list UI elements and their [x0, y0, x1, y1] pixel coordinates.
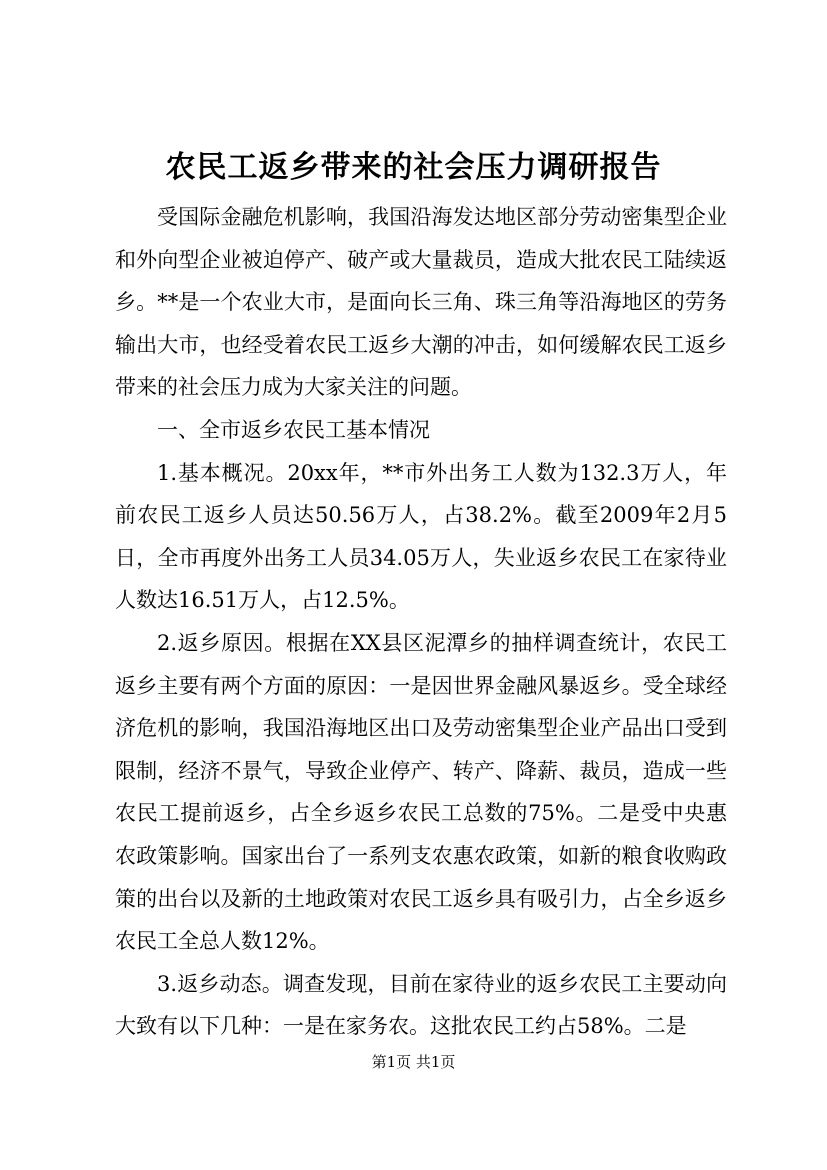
paragraph-dynamics: 3.返乡动态。调查发现，目前在家待业的返乡农民工主要动向大致有以下几种：一是在家务农。这批农民工约占58%。二是 — [115, 971, 727, 1039]
page-number-footer: 第1页 共1页 — [371, 1053, 456, 1071]
section-heading: 一、全市返乡农民工基本情况 — [157, 417, 430, 442]
paragraph-overview: 1.基本概况。20xx年，**市外出务工人数为132.3万人，年前农民工返乡人员达50.56万人，占38.2%。截至2009年2月5日，全市再度外出务工人员34.05万人，失业返乡农民工在家待业人数达16.51万人，占12.5%。 — [115, 460, 727, 613]
paragraph-intro: 受国际金融危机影响，我国沿海发达地区部分劳动密集型企业和外向型企业被迫停产、破产或大量裁员，造成大批农民工陆续返乡。**是一个农业大市，是面向长三角、珠三角等沿海地区的劳务输出大市，也经受着农民工返乡大潮的冲击，如何缓解农民工返乡带来的社会压力成为大家关注的问题。 — [115, 205, 727, 400]
paragraph-reasons: 2.返乡原因。根据在XX县区泥潭乡的抽样调查统计，农民工返乡主要有两个方面的原因：一是因世界金融风暴返乡。受全球经济危机的影响，我国沿海地区出口及劳动密集型企业产品出口受到限制，经济不景气，导致企业停产、转产、降薪、裁员，造成一些农民工提前返乡，占全乡返乡农民工总数的75%。二是受中央惠农政策影响。国家出台了一系列支农惠农政策，如新的粮食收购政策的出台以及新的土地政策对农民工返乡具有吸引力，占全乡返乡农民工全总人数12%。 — [115, 630, 727, 954]
document-title: 农民工返乡带来的社会压力调研报告 — [165, 150, 662, 185]
document-body — [115, 196, 727, 1048]
